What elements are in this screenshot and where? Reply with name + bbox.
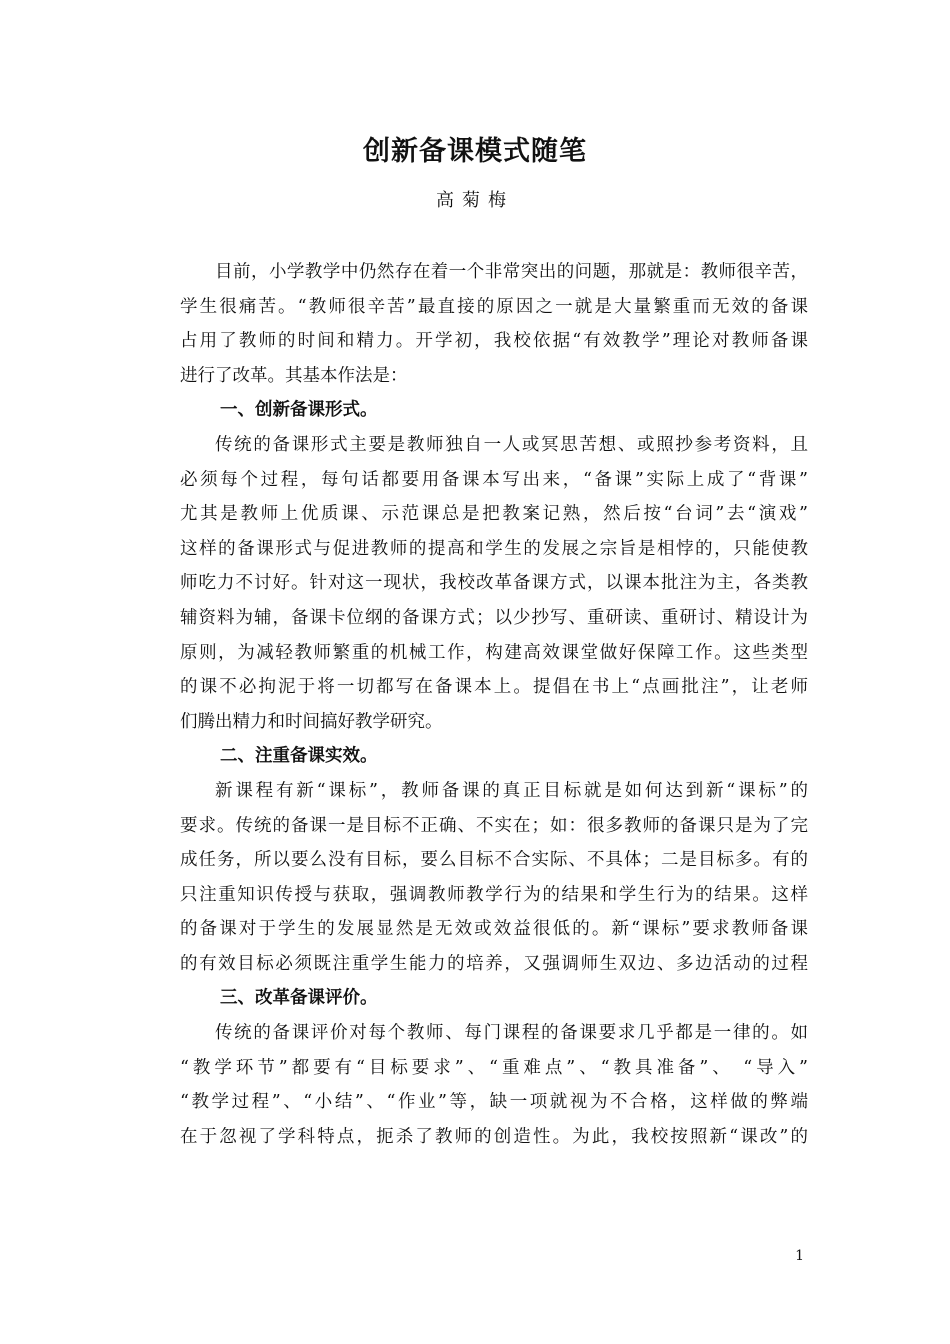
text-line: 进行了改革。其基本作法是： <box>180 365 408 386</box>
section-heading: 一、创新备课形式。 <box>220 400 378 421</box>
text-line: 新课程有新“课标”，教师备课的真正目标就是如何达到新“课标”的 <box>215 780 808 801</box>
text-line: 师吃力不讨好。针对这一现状，我校改革备课方式，以课本批注为主，各类教 <box>180 573 808 594</box>
text-line: 这样的备课形式与促进教师的提高和学生的发展之宗旨是相悖的，只能使教 <box>180 538 808 559</box>
text-line: 辅资料为辅，备课卡位纲的备课方式；以少抄写、重研读、重研讨、精设计为 <box>180 607 808 628</box>
section-heading: 二、注重备课实效。 <box>220 746 378 767</box>
text-line: 们腾出精力和时间搞好教学研究。 <box>180 711 443 732</box>
text-line: 占用了教师的时间和精力。开学初，我校依据“有效教学”理论对教师备课 <box>180 331 808 352</box>
section-heading: 三、改革备课评价。 <box>220 988 378 1009</box>
paragraph <box>180 1016 808 1154</box>
text-line: 学生很痛苦。“教师很辛苦”最直接的原因之一就是大量繁重而无效的备课 <box>180 296 808 317</box>
text-line: 的课不必拘泥于将一切都写在备课本上。提倡在书上“点画批注”，让老师 <box>180 677 808 698</box>
text-line: 传统的备课形式主要是教师独自一人或冥思苦想、或照抄参考资料，且 <box>215 434 808 455</box>
paragraph <box>180 255 808 393</box>
text-line: 目前，小学教学中仍然存在着一个非常突出的问题，那就是：教师很辛苦， <box>215 262 808 282</box>
text-line: 成任务，所以要么没有目标，要么目标不合实际、不具体；二是目标多。有的 <box>180 850 808 871</box>
text-line: 原则，为减轻教师繁重的机械工作，构建高效课堂做好保障工作。这些类型 <box>180 642 808 663</box>
paragraph <box>180 774 808 982</box>
document-body <box>180 255 808 1154</box>
text-line: “教学过程”、“小结”、“作业”等，缺一项就视为不合格，这样做的弊端 <box>180 1092 808 1113</box>
text-line: 传统的备课评价对每个教师、每门课程的备课要求几乎都是一律的。如 <box>215 1023 808 1044</box>
text-line: 的有效目标必须既注重学生能力的培养，又强调师生双边、多边活动的过程 <box>180 953 808 974</box>
text-line: 只注重知识传授与获取，强调教师教学行为的结果和学生行为的结果。这样 <box>180 884 808 905</box>
text-line: 的备课对于学生的发展显然是无效或效益很低的。新“课标”要求教师备课 <box>180 919 808 940</box>
text-line: 必须每个过程，每句话都要用备课本写出来，“备课”实际上成了“背课” <box>180 469 808 490</box>
text-line: 尤其是教师上优质课、示范课总是把教案记熟，然后按“台词”去“演戏” <box>180 504 808 525</box>
text-line: “教学环节”都要有“目标要求”、“重难点”、“教具准备”、 “导入” <box>180 1057 808 1078</box>
document-title: 创新备课模式随笔 <box>363 136 587 167</box>
page-number: 1 <box>795 1248 804 1264</box>
paragraph <box>180 428 808 739</box>
text-line: 要求。传统的备课一是目标不正确、不实在；如：很多教师的备课只是为了完 <box>180 815 808 836</box>
document-author: 高菊梅 <box>436 190 514 211</box>
text-line: 在于忽视了学科特点，扼杀了教师的创造性。为此，我校按照新“课改”的 <box>180 1126 808 1147</box>
